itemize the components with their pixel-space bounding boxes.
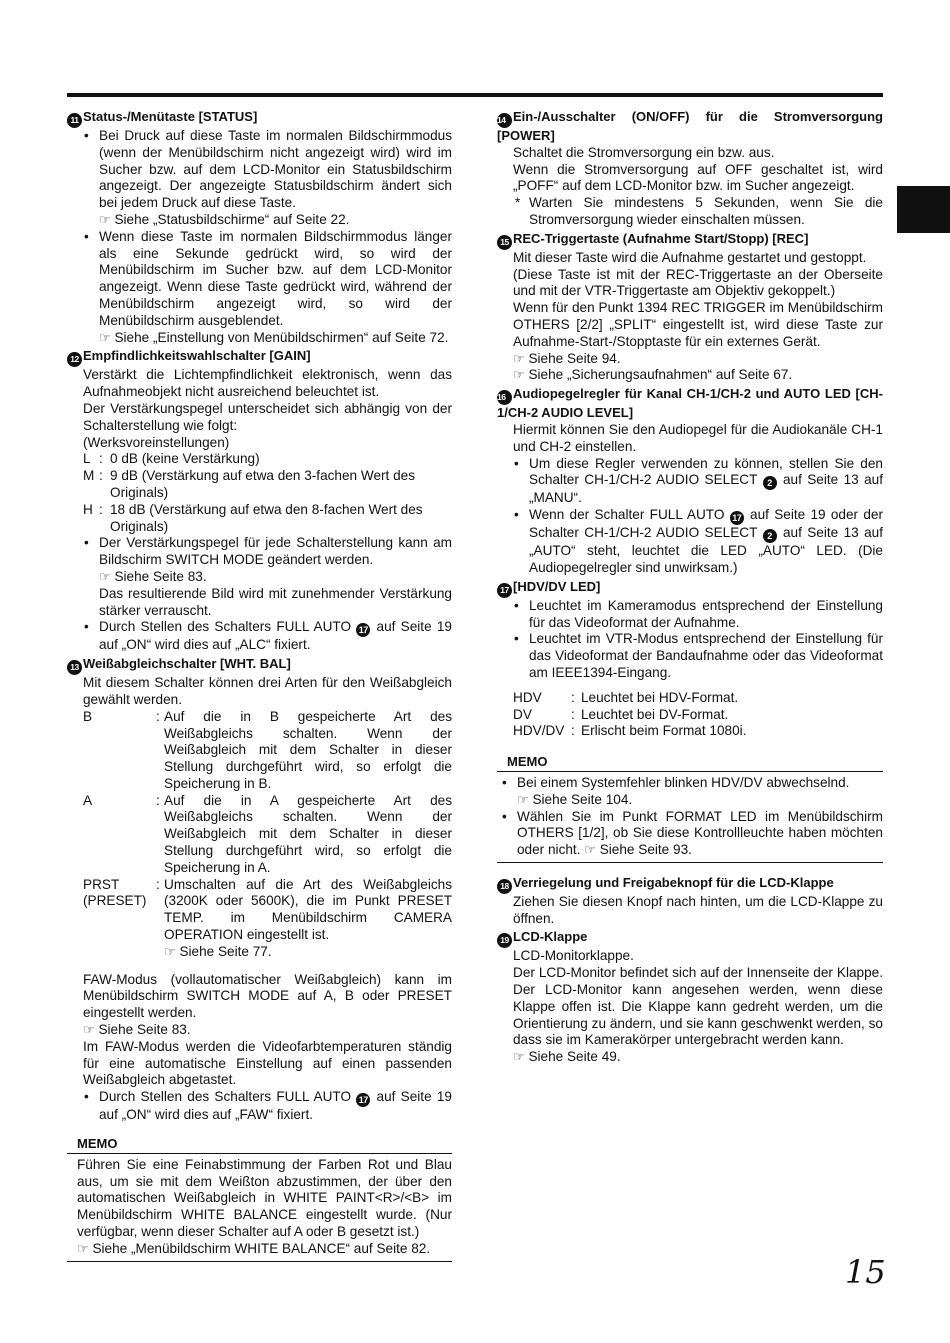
section-13-title: Weißabgleichschalter [WHT. BAL]	[83, 656, 291, 672]
section-12-ref: ☞ Siehe Seite 83.	[99, 568, 207, 584]
reference-hand-icon: ☞	[513, 350, 525, 366]
section-16-bullet-1: • Um diese Regler verwenden zu können, stellen Sie den Schalter CH-1/CH-2 AUDIO SELECT 2 auf Seite 13 auf „MANU“.	[513, 456, 883, 508]
section-15-ref-2: ☞ Siehe „Sicherungsaufnahmen“ auf Seite 67.	[513, 367, 793, 383]
section-13-faw-text: FAW-Modus (vollautomatischer Weißabgleich) kann im Menübildschirm SWITCH MODE auf A, B oder PRESET eingestellt werden.	[83, 971, 452, 1021]
section-12-title: Empfindlichkeitswahlschalter [GAIN]	[83, 348, 311, 364]
wb-term: B	[83, 708, 93, 724]
item-number-ref-17: 17	[356, 623, 370, 637]
item-number-15: 15	[497, 235, 512, 250]
reference-hand-icon: ☞	[77, 1240, 89, 1256]
section-16-title: Audiopegelregler für Kanal CH-1/CH-2 und AUTO LED [CH-1/CH-2 AUDIO LEVEL]	[497, 386, 883, 421]
gain-desc: 0 dB (keine Verstärkung)	[110, 451, 260, 467]
led-term: DV	[513, 706, 532, 722]
reference-hand-icon: ☞	[99, 568, 111, 584]
gain-term: L	[83, 451, 91, 467]
top-rule	[67, 93, 883, 97]
section-19-text-2: Der LCD-Monitor befindet sich auf der Innenseite der Klappe. Der LCD-Monitor kann angesehen werden, wenn diese Klappe offen ist. Die Klappe kann gedreht werden, um die Orientierung zu ändern, und sie kann geschwenkt werden, so dass sie im Kamerakörper untergebracht werden kann.	[513, 965, 883, 1048]
reference-hand-icon: ☞	[99, 211, 111, 227]
reference-hand-icon: ☞	[517, 791, 529, 807]
white-balance-list: B : Auf die in B gespeicherte Art des Weißabgleichs schalten. Wenn der Weißabgleich mit dem Schalter in dieser Stellung durchgeführt wird, so erfolgt die Speicherung in B. A : Auf die in A gespeicherte Art des Weißabgleichs schalten. Wenn der Weißabgleich mit dem Schalter in dieser Stellung durchgeführt wird, so erfolgt die Speicherung in A. PRST (PRESET) : Umschalten auf die Art des Weißabgleichs (3200K oder 5600K), die im Punkt PRESET TEMP. im Menübildschirm CAMERA OPERATION eingestellt ist. ☞ Siehe Seite 77.	[83, 708, 452, 959]
reference-hand-icon: ☞	[513, 1049, 525, 1065]
led-format-list: HDV : Leuchtet bei HDV-Format. DV : Leuchtet bei DV-Format. HDV/DV : Erlischt beim Format 1080i.	[513, 690, 883, 740]
item-number-ref-2: 2	[763, 529, 777, 543]
section-14-text-2: Wenn die Stromversorgung auf OFF geschaltet ist, wird „POFF“ auf dem LCD-Monitor bzw. im Sucher angezeigt.	[513, 161, 883, 194]
section-12-heading	[67, 348, 452, 367]
section-15-ref-1: ☞ Siehe Seite 94.	[513, 350, 621, 366]
section-12-bullet-1: • Der Verstärkungspegel für jede Schalterstellung kann am Bildschirm SWITCH MODE geändert werden. ☞ Siehe Seite 83. Das resultierende Bild wird mit zunehmender Verstärkung stärker verrauscht.	[83, 535, 452, 619]
section-13-faw-scan: Im FAW-Modus werden die Videofarbtemperaturen ständig für eine automatische Einstellung auf einen passenden Weißabgleich abgetastet.	[83, 1038, 452, 1088]
section-11-title: Status-/Menütaste [STATUS]	[83, 109, 258, 124]
section-16-text: Hiermit können Sie den Audiopegel für die Audiokanäle CH-1 und CH-2 einstellen.	[513, 421, 883, 454]
wb-desc: Umschalten auf die Art des Weißabgleichs (3200K oder 5600K), die im Punkt PRESET TEMP. im Menübildschirm CAMERA OPERATION eingestellt ist. ☞ Siehe Seite 77.	[164, 876, 452, 959]
memo-box	[67, 1153, 452, 1262]
led-desc: Leuchtet bei DV-Format.	[581, 706, 729, 722]
wb-desc: Auf die in A gespeicherte Art des Weißabgleichs schalten. Wenn der Weißabgleich mit dem Schalter in dieser Stellung durchgeführt wird, so erfolgt die Speicherung in A.	[164, 792, 452, 875]
item-number-13: 13	[67, 660, 82, 675]
section-14-title: Ein-/Ausschalter (ON/OFF) für die Stromversorgung [POWER]	[497, 109, 883, 143]
item-number-11: 11	[67, 113, 82, 128]
section-15-text-3: Wenn für den Punkt 1394 REC TRIGGER im Menübildschirm OTHERS [2/2] „SPLIT“ eingestellt ist, wird diese Taste zur Aufnahme-Start-/Stopptaste für ein externes Gerät.	[513, 300, 883, 349]
led-desc: Leuchtet bei HDV-Format.	[581, 689, 739, 705]
item-number-ref-17: 17	[730, 511, 744, 525]
gain-level-list: L : 0 dB (keine Verstärkung) M : 9 dB (Verstärkung auf etwa den 3-fachen Wert des Originals) H : 18 dB (Verstärkung auf etwa den 8-fachen Wert des Originals)	[83, 451, 452, 535]
reference-hand-icon: ☞	[83, 1022, 95, 1038]
memo-bullet-2: • Wählen Sie im Punkt FORMAT LED im Menübildschirm OTHERS [1/2], ob Sie diese Kontrollleuchte haben möchten oder nicht. ☞ Siehe Seite 93.	[501, 809, 883, 859]
section-18-heading	[497, 875, 883, 894]
item-number-17: 17	[497, 583, 512, 598]
led-term: HDV	[513, 689, 542, 705]
section-14-text-1: Schaltet die Stromversorgung ein bzw. aus.	[513, 144, 775, 160]
section-16-heading	[497, 386, 883, 422]
wb-desc: Auf die in B gespeicherte Art des Weißabgleichs schalten. Wenn der Weißabgleich mit dem Schalter in dieser Stellung durchgeführt wird, so erfolgt die Speicherung in B.	[164, 708, 452, 791]
section-18-title: Verriegelung und Freigabeknopf für die LCD-Klappe	[513, 874, 834, 890]
page-number: 15	[845, 1253, 886, 1291]
section-11-ref-1: ☞ Siehe „Statusbildschirme“ auf Seite 22.	[99, 211, 350, 227]
section-17-bullet-1: • Leuchtet im Kameramodus entsprechend der Einstellung für das Videoformat der Aufnahme.	[513, 598, 883, 632]
section-12-bullet-2: • Durch Stellen des Schalters FULL AUTO 17 auf Seite 19 auf „ON“ wird dies auf „ALC“ fixiert.	[83, 619, 452, 654]
reference-hand-icon: ☞	[99, 329, 111, 345]
reference-hand-icon: ☞	[513, 367, 525, 383]
item-number-ref-2: 2	[763, 476, 777, 490]
section-15-text-1: Mit dieser Taste wird die Aufnahme gestartet und gestoppt.	[513, 249, 867, 265]
memo-text: Führen Sie eine Feinabstimmung der Farben Rot und Blau aus, um sie mit dem Weißton abzustimmen, der über den automatischen Weißabgleich in WHITE PAINT<R>/<B> im Menübildschirm WHITE BALANCE eingestellt wurde. (Nur verfügbar, wenn dieser Schalter auf A oder B gesetzt ist.)	[77, 1156, 452, 1240]
right-column	[497, 109, 883, 1066]
item-number-19: 19	[497, 933, 512, 948]
section-12-levels: Der Verstärkungspegel unterscheidet sich abhängig von der Schalterstellung wie folgt:	[83, 400, 452, 433]
section-13-intro: Mit diesem Schalter können drei Arten für den Weißabgleich gewählt werden.	[83, 675, 452, 707]
chapter-tab-marker	[897, 186, 950, 233]
memo-box	[497, 771, 883, 863]
section-11-ref-2: ☞ Siehe „Einstellung von Menübildschirmen“ auf Seite 72.	[99, 329, 449, 345]
item-number-14: 14	[497, 113, 512, 128]
memo-bullet-1: • Bei einem Systemfehler blinken HDV/DV abwechselnd. ☞ Siehe Seite 104.	[501, 775, 883, 809]
gain-term: H	[83, 501, 93, 517]
memo-title: MEMO	[507, 754, 548, 770]
section-13-preset-ref: ☞ Siehe Seite 77.	[164, 943, 272, 959]
section-17-heading	[497, 579, 883, 598]
item-number-12: 12	[67, 352, 82, 367]
item-number-ref-17: 17	[356, 1093, 370, 1107]
section-15-title: REC-Triggertaste (Aufnahme Start/Stopp) [REC]	[513, 230, 809, 246]
section-13-faw-ref: ☞ Siehe Seite 83.	[83, 1022, 191, 1038]
section-14-note: * Warten Sie mindestens 5 Sekunden, wenn Sie die Stromversorgung wieder einschalten müssen.	[513, 195, 883, 229]
section-12-noise-note: Das resultierende Bild wird mit zunehmender Verstärkung stärker verrauscht.	[99, 585, 452, 618]
section-15-text-2: (Diese Taste ist mit der REC-Triggertaste an der Oberseite und mit der VTR-Triggertaste am Objektiv gekoppelt.)	[513, 266, 883, 299]
reference-hand-icon: ☞	[164, 943, 176, 959]
memo-title: MEMO	[77, 1136, 118, 1152]
memo-ref: ☞ Siehe „Menübildschirm WHITE BALANCE“ auf Seite 82.	[77, 1240, 431, 1256]
section-13-heading	[67, 656, 452, 675]
gain-desc: 9 dB (Verstärkung auf etwa den 3-fachen Wert des Originals)	[110, 468, 416, 500]
section-12-intro: Verstärkt die Lichtempfindlichkeit elektronisch, wenn das Aufnahmeobjekt nicht ausreichend beleuchtet ist.	[83, 367, 452, 400]
led-term: HDV/DV	[513, 723, 565, 739]
memo-ref-1: ☞ Siehe Seite 104.	[517, 791, 633, 807]
section-18-text: Ziehen Sie diesen Knopf nach hinten, um die LCD-Klappe zu öffnen.	[513, 893, 883, 926]
led-desc: Erlischt beim Format 1080i.	[581, 723, 747, 739]
item-number-18: 18	[497, 879, 512, 894]
section-11-bullet-2: • Wenn diese Taste im normalen Bildschirmmodus länger als eine Sekunde gedrückt wird, so wird der Menübildschirm im Sucher bzw. auf dem LCD-Monitor angezeigt. Wenn diese Taste gedrückt wird, während der Menübildschirm angezeigt wird, so wird der Menübildschirm ausgeblendet. ☞ Siehe „Einstellung von Menübildschirmen“ auf Seite 72.	[83, 229, 452, 347]
section-13-bullet-1: • Durch Stellen des Schalters FULL AUTO 17 auf Seite 19 auf „ON“ wird dies auf „FAW“ fixiert.	[83, 1089, 452, 1124]
left-column	[67, 109, 452, 1262]
gain-term: M	[83, 468, 95, 484]
section-19-ref: ☞ Siehe Seite 49.	[513, 1049, 621, 1065]
section-17-bullet-2: • Leuchtet im VTR-Modus entsprechend der Einstellung für das Videoformat der Bandaufnahme oder das Videoformat am IEEE1394-Eingang.	[513, 631, 883, 681]
section-19-text-1: LCD-Monitorklappe.	[513, 948, 634, 964]
gain-desc: 18 dB (Verstärkung auf etwa den 8-fachen Wert des Originals)	[110, 501, 423, 534]
section-17-title: [HDV/DV LED]	[513, 578, 601, 594]
section-14-heading	[497, 109, 883, 145]
section-11-heading	[67, 109, 452, 128]
section-19-title: LCD-Klappe	[513, 929, 588, 945]
section-16-bullet-2: • Wenn der Schalter FULL AUTO 17 auf Seite 19 oder der Schalter CH-1/CH-2 AUDIO SELECT 2 auf Seite 13 auf „AUTO“ steht, leuchtet die LED „AUTO“ LED. (Die Audiopegelregler sind unwirksam.)	[513, 507, 883, 577]
reference-hand-icon: ☞	[584, 842, 596, 858]
section-15-heading	[497, 231, 883, 250]
wb-term: PRST (PRESET)	[83, 876, 147, 909]
item-number-16: 16	[497, 390, 512, 405]
section-11-bullet-1: • Bei Druck auf diese Taste im normalen Bildschirmmodus (wenn der Menübildschirm nicht angezeigt wird) wird im Sucher bzw. auf dem LCD-Monitor ein Statusbildschirm angezeigt. Der angezeigte Statusbildschirm ändert sich bei jedem Druck auf diese Taste. ☞ Siehe „Statusbildschirme“ auf Seite 22.	[83, 128, 452, 229]
wb-term: A	[83, 792, 93, 808]
section-12-defaults: (Werksvoreinstellungen)	[83, 434, 230, 450]
section-19-heading	[497, 929, 883, 948]
